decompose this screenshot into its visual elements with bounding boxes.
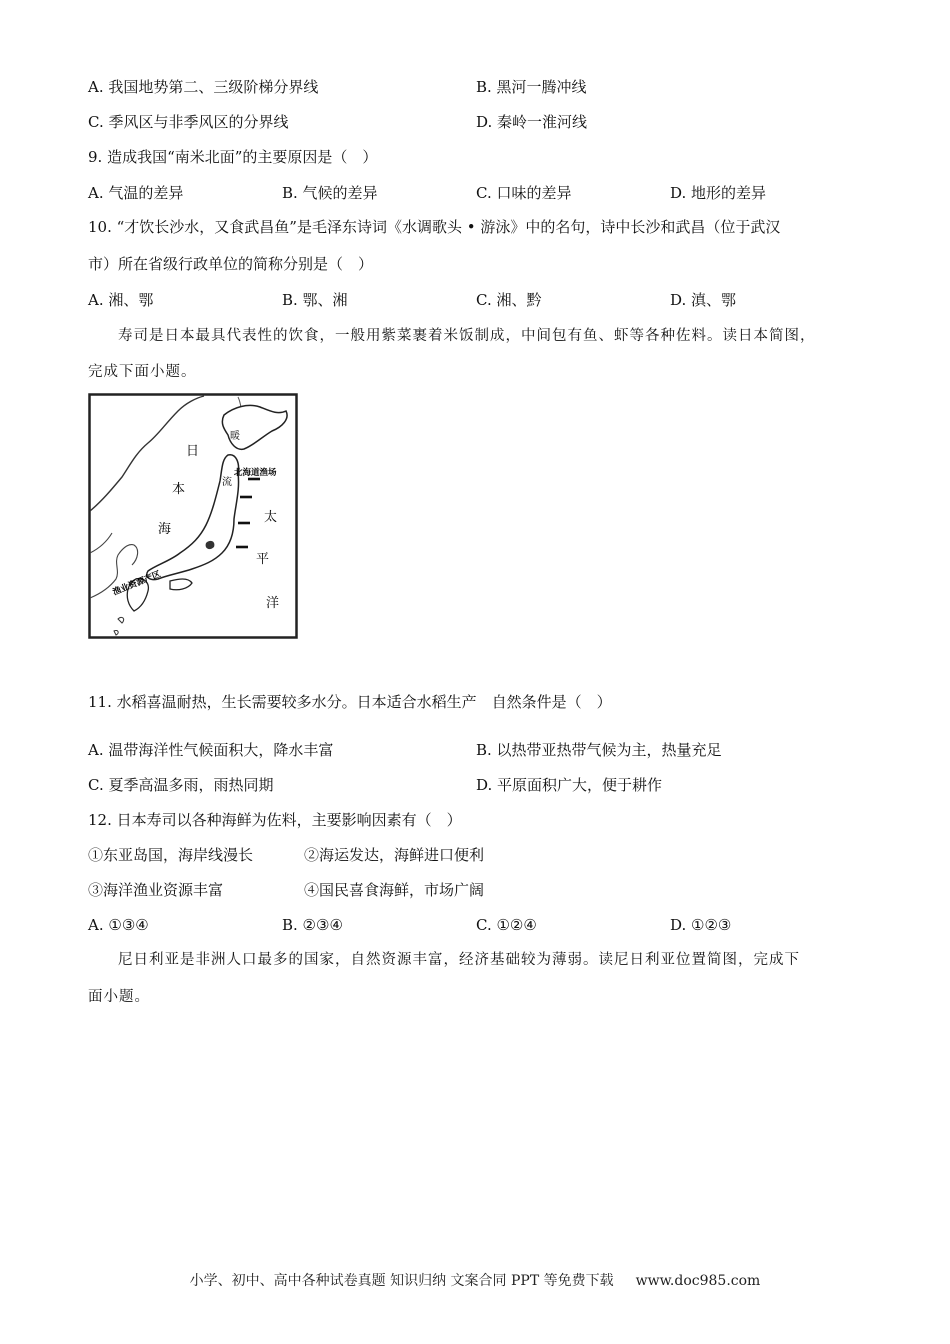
q12-option-c: C. ①②④: [476, 916, 537, 934]
map-current-label-1: 暖: [230, 431, 240, 442]
footer-url[interactable]: www.doc985.com: [635, 1273, 761, 1289]
map-ocean-label-2: 平: [256, 552, 270, 567]
q10-option-a: A. 湘、鄂: [88, 291, 154, 309]
map-south-fishery-label: 渔业资源产区: [111, 569, 163, 598]
q10-option-b: B. 鄂、湘: [282, 291, 348, 309]
q12-statement-3: ③海洋渔业资源丰富: [88, 881, 224, 899]
q10-option-c: C. 湘、黔: [476, 291, 542, 309]
q10-option-d: D. 滇、鄂: [670, 291, 737, 309]
q10-stem-line1: 10. “才饮长沙水，又食武昌鱼”是毛泽东诗词《水调歌头 • 游泳》中的名句，诗中长沙和武昌（位于武汉: [88, 218, 781, 236]
map-ocean-label-3: 洋: [266, 596, 280, 611]
q11-option-b: B. 以热带亚热带气候为主，热量充足: [476, 741, 722, 759]
q9-option-b: B. 气候的差异: [282, 184, 378, 202]
q12-statement-4: ④国民喜食海鲜，市场广阔: [304, 881, 485, 899]
q10-stem-line2: 市）所在省级行政单位的简称分别是（ ）: [88, 255, 374, 273]
map-sea-label-2: 本: [172, 482, 186, 497]
map-sea-label-3: 海: [158, 522, 172, 537]
q8-option-c: C. 季风区与非季风区的分界线: [88, 113, 289, 131]
q8-option-d: D. 秦岭一淮河线: [476, 113, 588, 131]
map-current-label-2: 流: [222, 477, 232, 488]
q12-option-a: A. ①③④: [88, 916, 149, 934]
q8-option-a: A. 我国地势第二、三级阶梯分界线: [88, 78, 319, 96]
q12-option-b: B. ②③④: [282, 916, 343, 934]
q11-option-a: A. 温带海洋性气候面积大，降水丰富: [88, 741, 334, 759]
q12-statement-2: ②海运发达，海鲜进口便利: [304, 846, 485, 864]
map-hokkaido-fishery-label: 北海道渔场: [234, 468, 277, 478]
passage-japan-line1: 寿司是日本最具代表性的饮食，一般用紫菜裹着米饭制成，中间包有鱼、虾等各种佐料。读日本简图，: [118, 328, 816, 344]
q12-stem: 12. 日本寿司以各种海鲜为佐料，主要影响因素有（ ）: [88, 811, 462, 829]
q12-option-d: D. ①②③: [670, 916, 732, 934]
page-footer: [0, 1270, 950, 1290]
q11-option-d: D. 平原面积广大，便于耕作: [476, 776, 663, 794]
japan-map: [88, 393, 298, 639]
map-ocean-label-1: 太: [264, 510, 278, 525]
passage-japan-line2: 完成下面小题。: [88, 364, 197, 380]
q9-stem: 9. 造成我国“南米北面”的主要原因是（ ）: [88, 148, 378, 166]
q11-stem: 11. 水稻喜温耐热，生长需要较多水分。日本适合水稻生产 自然条件是（ ）: [88, 693, 612, 711]
map-sea-label-1: 日: [186, 444, 200, 459]
q9-option-d: D. 地形的差异: [670, 184, 767, 202]
q9-option-c: C. 口味的差异: [476, 184, 572, 202]
footer-text: 小学、初中、高中各种试卷真题 知识归纳 文案合同 PPT 等免费下载: [189, 1273, 614, 1289]
q11-option-c: C. 夏季高温多雨，雨热同期: [88, 776, 274, 794]
q9-option-a: A. 气温的差异: [88, 184, 184, 202]
q12-statement-1: ①东亚岛国，海岸线漫长: [88, 846, 254, 864]
passage-nigeria-line2: 面小题。: [88, 989, 150, 1005]
q8-option-b: B. 黑河一腾冲线: [476, 78, 587, 96]
passage-nigeria-line1: 尼日利亚是非洲人口最多的国家，自然资源丰富，经济基础较为薄弱。读尼日利亚位置简图，完成下: [118, 952, 800, 968]
